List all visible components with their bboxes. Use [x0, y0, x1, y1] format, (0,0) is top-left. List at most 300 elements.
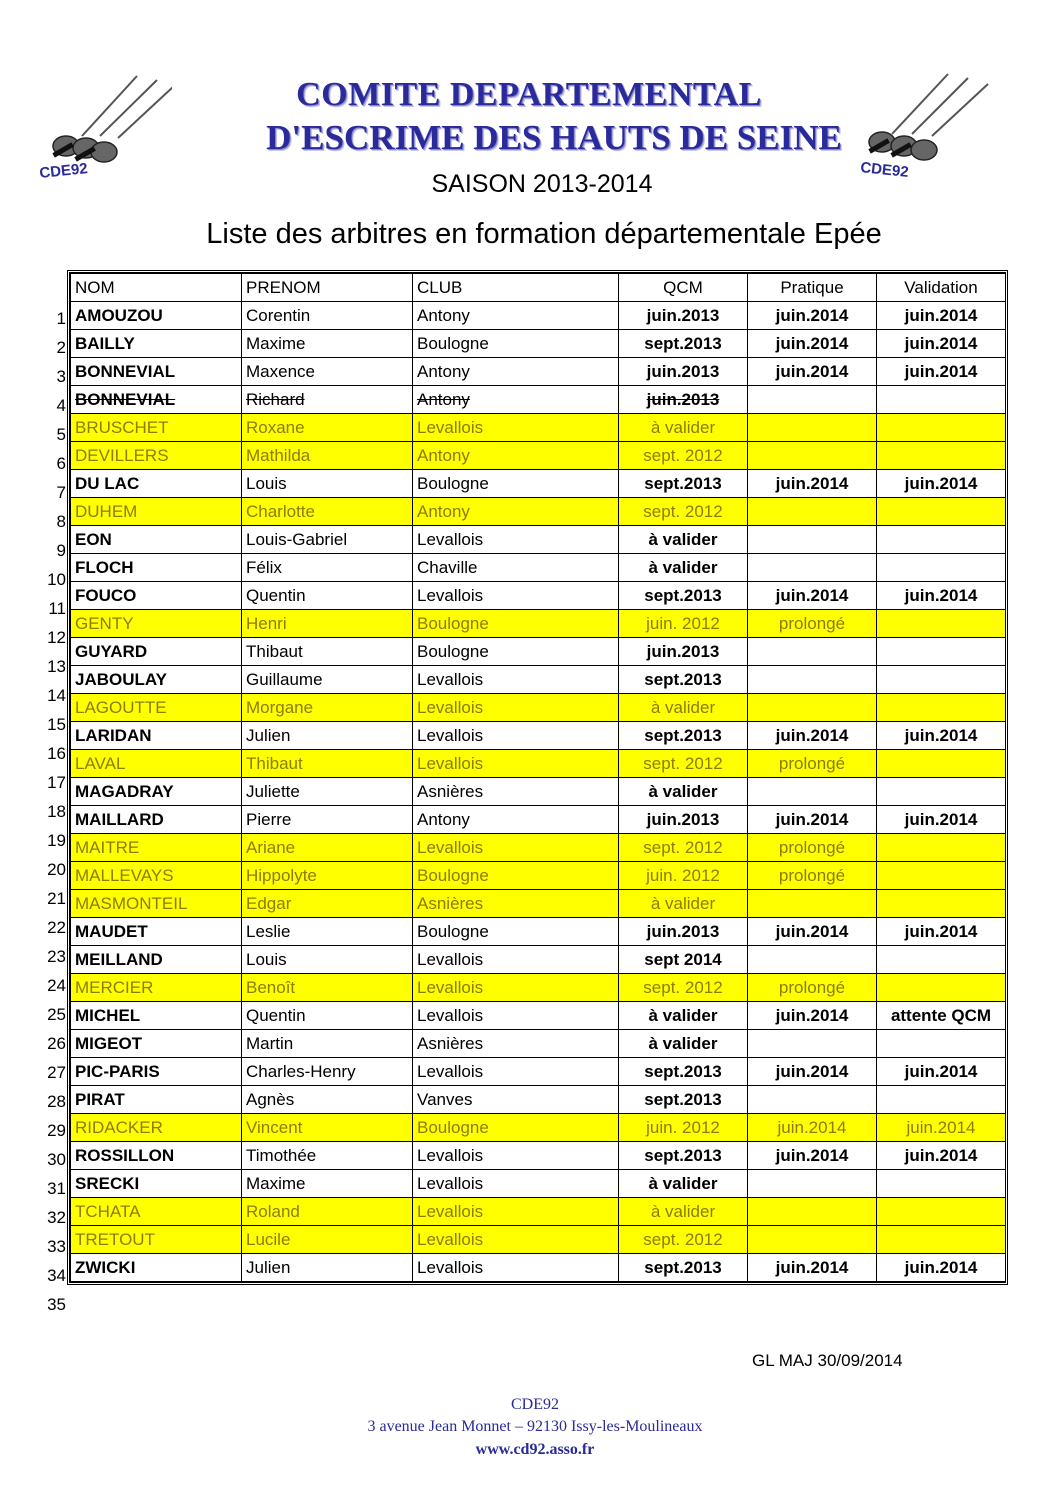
cell-validation	[877, 1086, 1006, 1114]
cell-validation: juin.2014	[877, 582, 1006, 610]
cell-pratique: juin.2014	[748, 806, 877, 834]
cell-nom: JABOULAY	[71, 666, 242, 694]
cell-club: Levallois	[413, 582, 619, 610]
cell-validation	[877, 778, 1006, 806]
table-row	[71, 890, 1006, 918]
table-row	[71, 1226, 1006, 1254]
cell-nom: GENTY	[71, 610, 242, 638]
cell-validation: attente QCM	[877, 1002, 1006, 1030]
cell-qcm: juin. 2012	[619, 610, 748, 638]
cell-validation	[877, 498, 1006, 526]
cell-prenom: Guillaume	[242, 666, 413, 694]
cell-pratique: juin.2014	[748, 302, 877, 330]
table-row	[71, 974, 1006, 1002]
cell-prenom: Hippolyte	[242, 862, 413, 890]
cell-pratique	[748, 890, 877, 918]
row-number: 14	[47, 686, 66, 705]
cell-prenom: Maxence	[242, 358, 413, 386]
cell-qcm: sept.2013	[619, 582, 748, 610]
cell-prenom: Martin	[242, 1030, 413, 1058]
cell-club: Asnières	[413, 890, 619, 918]
list-subtitle: Liste des arbitres en formation départementale Epée	[206, 218, 882, 250]
cell-validation	[877, 946, 1006, 974]
cell-prenom: Henri	[242, 610, 413, 638]
table-row	[71, 358, 1006, 386]
cell-nom: BRUSCHET	[71, 414, 242, 442]
cell-validation	[877, 1170, 1006, 1198]
cell-nom: GUYARD	[71, 638, 242, 666]
cell-prenom: Leslie	[242, 918, 413, 946]
cell-pratique: prolongé	[748, 834, 877, 862]
cell-nom: LARIDAN	[71, 722, 242, 750]
cell-validation: juin.2014	[877, 1142, 1006, 1170]
referee-table-frame	[67, 270, 1008, 1285]
cell-club: Levallois	[413, 1254, 619, 1282]
cell-club: Boulogne	[413, 610, 619, 638]
cell-club: Levallois	[413, 1058, 619, 1086]
cell-pratique	[748, 694, 877, 722]
row-number: 28	[47, 1092, 66, 1111]
cell-pratique	[748, 946, 877, 974]
table-row	[71, 470, 1006, 498]
cell-prenom: Richard	[242, 386, 413, 414]
cell-prenom: Benoît	[242, 974, 413, 1002]
row-number: 26	[47, 1034, 66, 1053]
cell-pratique	[748, 1086, 877, 1114]
row-number: 29	[47, 1121, 66, 1140]
cell-qcm: juin. 2012	[619, 1114, 748, 1142]
cell-prenom: Morgane	[242, 694, 413, 722]
table-row	[71, 1002, 1006, 1030]
cell-nom: DU LAC	[71, 470, 242, 498]
cell-nom: BAILLY	[71, 330, 242, 358]
cell-qcm: à valider	[619, 890, 748, 918]
table-row	[71, 1114, 1006, 1142]
cell-nom: BONNEVIAL	[71, 386, 242, 414]
update-note: GL MAJ 30/09/2014	[752, 1351, 903, 1370]
cell-validation: juin.2014	[877, 1058, 1006, 1086]
row-number: 7	[56, 483, 66, 502]
cell-prenom: Thibaut	[242, 750, 413, 778]
table-row	[71, 1254, 1006, 1282]
cell-nom: TCHATA	[71, 1198, 242, 1226]
row-number: 25	[47, 1005, 66, 1024]
cell-qcm: sept.2013	[619, 330, 748, 358]
row-number: 4	[56, 396, 66, 415]
cell-club: Boulogne	[413, 918, 619, 946]
table-row	[71, 666, 1006, 694]
cell-nom: DEVILLERS	[71, 442, 242, 470]
cell-validation	[877, 638, 1006, 666]
cell-pratique	[748, 498, 877, 526]
cell-prenom: Corentin	[242, 302, 413, 330]
cell-validation	[877, 442, 1006, 470]
col-header-pratique: Pratique	[748, 274, 877, 302]
cell-pratique	[748, 1226, 877, 1254]
table-row	[71, 1170, 1006, 1198]
cell-nom: FOUCO	[71, 582, 242, 610]
cell-club: Asnières	[413, 778, 619, 806]
cell-nom: MAILLARD	[71, 806, 242, 834]
row-number: 17	[47, 773, 66, 792]
cell-club: Levallois	[413, 946, 619, 974]
cell-club: Levallois	[413, 1198, 619, 1226]
cell-prenom: Timothée	[242, 1142, 413, 1170]
cell-pratique	[748, 1198, 877, 1226]
cell-qcm: à valider	[619, 1198, 748, 1226]
cell-nom: SRECKI	[71, 1170, 242, 1198]
table-row	[71, 554, 1006, 582]
footer-org: CDE92	[511, 1396, 559, 1413]
col-header-nom: NOM	[71, 274, 242, 302]
row-number: 8	[56, 512, 66, 531]
cell-pratique: juin.2014	[748, 582, 877, 610]
cell-prenom: Vincent	[242, 1114, 413, 1142]
season-heading: SAISON 2013-2014	[431, 170, 653, 198]
cell-club: Boulogne	[413, 1114, 619, 1142]
row-number: 1	[56, 309, 66, 328]
cell-prenom: Roland	[242, 1198, 413, 1226]
row-number: 18	[47, 802, 66, 821]
cell-validation: juin.2014	[877, 470, 1006, 498]
row-number: 13	[47, 657, 66, 676]
cell-validation	[877, 834, 1006, 862]
cell-qcm: sept 2014	[619, 946, 748, 974]
footer-website[interactable]: www.cd92.asso.fr	[475, 1441, 595, 1458]
cell-pratique	[748, 526, 877, 554]
cell-club: Levallois	[413, 1142, 619, 1170]
cell-qcm: sept.2013	[619, 1142, 748, 1170]
cell-nom: LAVAL	[71, 750, 242, 778]
cell-qcm: sept.2013	[619, 666, 748, 694]
row-number: 35	[47, 1295, 66, 1314]
cell-club: Antony	[413, 498, 619, 526]
cell-club: Levallois	[413, 526, 619, 554]
table-row	[71, 834, 1006, 862]
cell-club: Chaville	[413, 554, 619, 582]
cell-qcm: juin.2013	[619, 806, 748, 834]
cell-prenom: Quentin	[242, 582, 413, 610]
cell-validation: juin.2014	[877, 330, 1006, 358]
table-row	[71, 1086, 1006, 1114]
cell-prenom: Roxane	[242, 414, 413, 442]
cell-pratique	[748, 442, 877, 470]
cell-qcm: sept. 2012	[619, 442, 748, 470]
cell-qcm: à valider	[619, 778, 748, 806]
cell-club: Levallois	[413, 722, 619, 750]
cell-prenom: Agnès	[242, 1086, 413, 1114]
row-number: 33	[47, 1237, 66, 1256]
table-row	[71, 330, 1006, 358]
cell-qcm: sept. 2012	[619, 750, 748, 778]
cell-club: Levallois	[413, 694, 619, 722]
cell-prenom: Charles-Henry	[242, 1058, 413, 1086]
cell-validation	[877, 554, 1006, 582]
cell-prenom: Edgar	[242, 890, 413, 918]
cell-club: Levallois	[413, 834, 619, 862]
cell-qcm: sept. 2012	[619, 834, 748, 862]
cell-club: Antony	[413, 386, 619, 414]
cell-prenom: Louis	[242, 946, 413, 974]
cell-validation	[877, 974, 1006, 1002]
cell-qcm: juin.2013	[619, 918, 748, 946]
cell-qcm: sept.2013	[619, 1058, 748, 1086]
cell-qcm: juin.2013	[619, 638, 748, 666]
cell-nom: RIDACKER	[71, 1114, 242, 1142]
cell-prenom: Maxime	[242, 1170, 413, 1198]
cell-validation	[877, 414, 1006, 442]
cell-qcm: à valider	[619, 554, 748, 582]
cell-club: Boulogne	[413, 638, 619, 666]
cell-nom: ROSSILLON	[71, 1142, 242, 1170]
cell-qcm: juin.2013	[619, 302, 748, 330]
table-row	[71, 302, 1006, 330]
cell-prenom: Julien	[242, 1254, 413, 1282]
cell-club: Antony	[413, 442, 619, 470]
row-number: 10	[47, 570, 66, 589]
cell-qcm: à valider	[619, 526, 748, 554]
cell-nom: ZWICKI	[71, 1254, 242, 1282]
cell-club: Antony	[413, 358, 619, 386]
cell-club: Levallois	[413, 1002, 619, 1030]
row-number: 16	[47, 744, 66, 763]
table-row	[71, 1142, 1006, 1170]
row-number: 31	[47, 1179, 66, 1198]
cell-qcm: à valider	[619, 1002, 748, 1030]
cell-club: Vanves	[413, 1086, 619, 1114]
cell-nom: BONNEVIAL	[71, 358, 242, 386]
cell-pratique	[748, 414, 877, 442]
cell-validation: juin.2014	[877, 918, 1006, 946]
cell-pratique: juin.2014	[748, 358, 877, 386]
cell-pratique	[748, 386, 877, 414]
cell-pratique	[748, 666, 877, 694]
cell-qcm: sept.2013	[619, 722, 748, 750]
table-row	[71, 442, 1006, 470]
cell-club: Levallois	[413, 1226, 619, 1254]
col-header-validation: Validation	[877, 274, 1006, 302]
table-row	[71, 582, 1006, 610]
cell-pratique: juin.2014	[748, 1254, 877, 1282]
cell-validation	[877, 750, 1006, 778]
cell-prenom: Pierre	[242, 806, 413, 834]
cell-qcm: à valider	[619, 1030, 748, 1058]
row-number: 11	[48, 599, 66, 618]
cell-nom: DUHEM	[71, 498, 242, 526]
cell-nom: TRETOUT	[71, 1226, 242, 1254]
table-row	[71, 918, 1006, 946]
col-header-qcm: QCM	[619, 274, 748, 302]
cell-nom: AMOUZOU	[71, 302, 242, 330]
cell-pratique	[748, 778, 877, 806]
row-number: 30	[47, 1150, 66, 1169]
table-row	[71, 1058, 1006, 1086]
cell-validation	[877, 890, 1006, 918]
row-number: 15	[47, 715, 66, 734]
row-number: 9	[56, 541, 66, 560]
table-row	[71, 1030, 1006, 1058]
cell-pratique: prolongé	[748, 750, 877, 778]
col-header-club: CLUB	[413, 274, 619, 302]
table-row	[71, 1198, 1006, 1226]
row-number: 21	[47, 889, 66, 908]
cell-validation	[877, 666, 1006, 694]
cell-pratique: prolongé	[748, 862, 877, 890]
row-number: 24	[47, 976, 66, 995]
row-numbers	[38, 303, 66, 1318]
table-row	[71, 414, 1006, 442]
cell-validation: juin.2014	[877, 1254, 1006, 1282]
cell-prenom: Thibaut	[242, 638, 413, 666]
org-title-line2: D'ESCRIME DES HAUTS DE SEINE	[266, 118, 842, 157]
cell-validation	[877, 610, 1006, 638]
row-number: 2	[56, 338, 66, 357]
table-row	[71, 806, 1006, 834]
logo-text: CDE92	[38, 160, 89, 182]
cell-pratique: juin.2014	[748, 470, 877, 498]
cell-nom: FLOCH	[71, 554, 242, 582]
cell-nom: MIGEOT	[71, 1030, 242, 1058]
cell-club: Boulogne	[413, 330, 619, 358]
cell-nom: MEILLAND	[71, 946, 242, 974]
cell-pratique: juin.2014	[748, 1114, 877, 1142]
cell-qcm: sept. 2012	[619, 1226, 748, 1254]
table-row	[71, 526, 1006, 554]
row-number: 19	[47, 831, 66, 850]
cell-club: Levallois	[413, 974, 619, 1002]
cell-pratique	[748, 554, 877, 582]
cell-club: Antony	[413, 806, 619, 834]
cell-validation: juin.2014	[877, 302, 1006, 330]
logo-text: CDE92	[859, 159, 910, 182]
cell-pratique: prolongé	[748, 974, 877, 1002]
cell-validation	[877, 862, 1006, 890]
cell-prenom: Charlotte	[242, 498, 413, 526]
cell-nom: MAUDET	[71, 918, 242, 946]
cell-pratique: juin.2014	[748, 1142, 877, 1170]
cell-pratique: juin.2014	[748, 330, 877, 358]
cell-pratique: juin.2014	[748, 1058, 877, 1086]
table-header-row	[71, 274, 1006, 302]
cell-club: Boulogne	[413, 862, 619, 890]
cell-qcm: sept. 2012	[619, 498, 748, 526]
cell-club: Antony	[413, 302, 619, 330]
cell-validation: juin.2014	[877, 1114, 1006, 1142]
table-row	[71, 386, 1006, 414]
row-number: 34	[47, 1266, 66, 1285]
cell-validation	[877, 694, 1006, 722]
cell-prenom: Maxime	[242, 330, 413, 358]
cell-qcm: juin. 2012	[619, 862, 748, 890]
row-number: 32	[47, 1208, 66, 1227]
cell-qcm: sept.2013	[619, 1254, 748, 1282]
cell-qcm: à valider	[619, 694, 748, 722]
cell-club: Levallois	[413, 666, 619, 694]
cell-club: Boulogne	[413, 470, 619, 498]
cell-validation	[877, 386, 1006, 414]
cell-prenom: Juliette	[242, 778, 413, 806]
cell-validation: juin.2014	[877, 358, 1006, 386]
cell-prenom: Quentin	[242, 1002, 413, 1030]
cell-qcm: sept.2013	[619, 1086, 748, 1114]
row-number: 22	[47, 918, 66, 937]
org-title-line1: COMITE DEPARTEMENTAL	[296, 76, 762, 113]
table-row	[71, 946, 1006, 974]
row-number: 5	[56, 425, 66, 444]
cell-club: Levallois	[413, 750, 619, 778]
cell-prenom: Louis-Gabriel	[242, 526, 413, 554]
col-header-prenom: PRENOM	[242, 274, 413, 302]
cell-qcm: juin.2013	[619, 358, 748, 386]
cell-validation	[877, 1030, 1006, 1058]
footer-address: 3 avenue Jean Monnet – 92130 Issy-les-Moulineaux	[367, 1418, 703, 1435]
cell-club: Levallois	[413, 414, 619, 442]
row-number: 27	[47, 1063, 66, 1082]
cell-pratique: juin.2014	[748, 722, 877, 750]
row-number: 23	[47, 947, 66, 966]
row-number: 6	[56, 454, 66, 473]
cell-pratique: juin.2014	[748, 918, 877, 946]
cell-nom: MAGADRAY	[71, 778, 242, 806]
cell-qcm: à valider	[619, 1170, 748, 1198]
cell-nom: MASMONTEIL	[71, 890, 242, 918]
table-row	[71, 862, 1006, 890]
cell-qcm: sept.2013	[619, 470, 748, 498]
cell-club: Asnières	[413, 1030, 619, 1058]
table-row	[71, 694, 1006, 722]
cell-pratique: juin.2014	[748, 1002, 877, 1030]
cell-validation	[877, 1226, 1006, 1254]
cell-club: Levallois	[413, 1170, 619, 1198]
cell-prenom: Lucile	[242, 1226, 413, 1254]
cell-nom: MERCIER	[71, 974, 242, 1002]
cell-validation: juin.2014	[877, 722, 1006, 750]
cell-nom: PIC-PARIS	[71, 1058, 242, 1086]
cell-nom: MAITRE	[71, 834, 242, 862]
cell-prenom: Mathilda	[242, 442, 413, 470]
cell-nom: MICHEL	[71, 1002, 242, 1030]
cell-validation	[877, 1198, 1006, 1226]
cell-pratique	[748, 1170, 877, 1198]
cell-prenom: Louis	[242, 470, 413, 498]
row-number: 3	[56, 367, 66, 386]
cell-qcm: juin.2013	[619, 386, 748, 414]
row-number: 20	[47, 860, 66, 879]
row-number: 12	[47, 628, 66, 647]
cell-qcm: à valider	[619, 414, 748, 442]
cell-pratique: prolongé	[748, 610, 877, 638]
cell-nom: LAGOUTTE	[71, 694, 242, 722]
table-row	[71, 778, 1006, 806]
cell-prenom: Julien	[242, 722, 413, 750]
cell-prenom: Félix	[242, 554, 413, 582]
table-row	[71, 722, 1006, 750]
cell-nom: EON	[71, 526, 242, 554]
cell-pratique	[748, 1030, 877, 1058]
cell-qcm: sept. 2012	[619, 974, 748, 1002]
cell-nom: PIRAT	[71, 1086, 242, 1114]
cell-validation: juin.2014	[877, 806, 1006, 834]
cell-validation	[877, 526, 1006, 554]
referee-table	[70, 273, 1006, 1282]
table-row	[71, 498, 1006, 526]
cell-pratique	[748, 638, 877, 666]
table-row	[71, 610, 1006, 638]
table-row	[71, 750, 1006, 778]
cell-nom: MALLEVAYS	[71, 862, 242, 890]
cell-prenom: Ariane	[242, 834, 413, 862]
table-row	[71, 638, 1006, 666]
